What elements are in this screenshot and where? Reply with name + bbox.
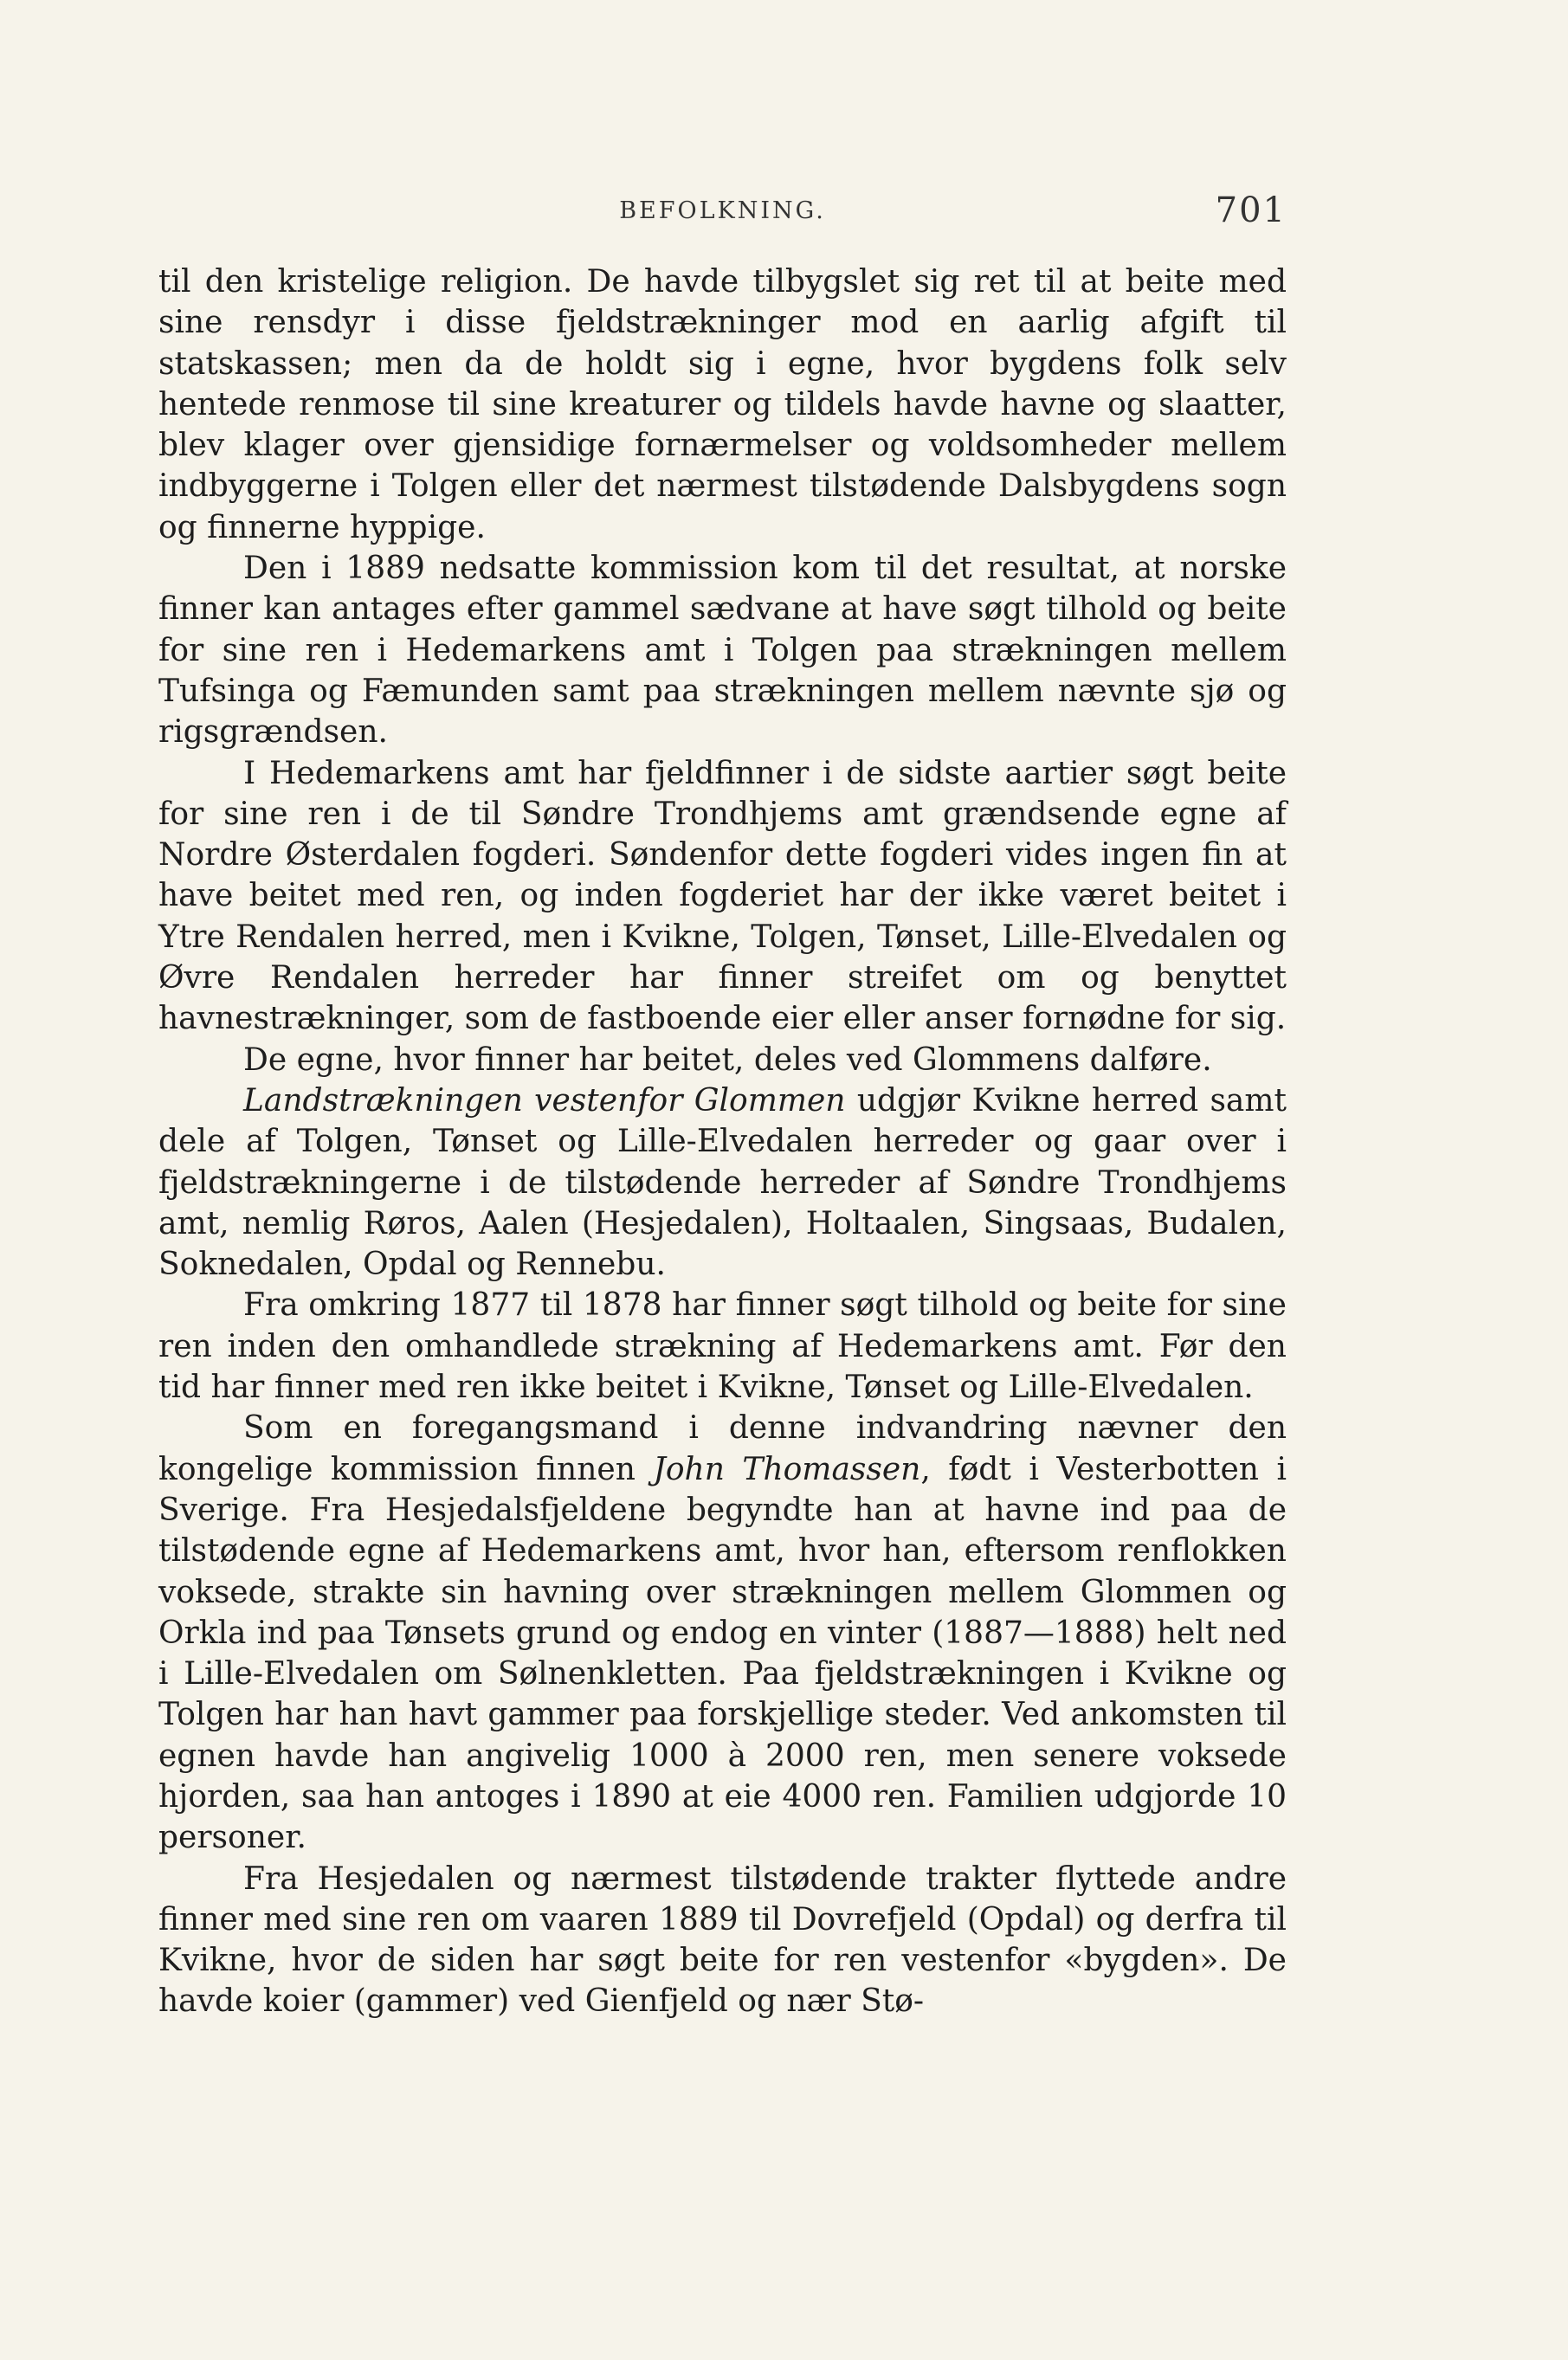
text-segment: Den i 1889 nedsatte kommission kom til det resultat, at norske finner kan antages efter gammel sædvane at have søgt tilhold og beite for sine ren i Hedemarkens amt i Tolgen paa strækningen mellem Tufsinga og Fæmunden samt paa strækningen mellem nævnte sjø og rigsgrændsen. bbox=[158, 551, 1287, 751]
paragraph bbox=[158, 548, 1287, 752]
text-segment: I Hedemarkens amt har fjeldfinner i de sidste aartier søgt beite for sine ren i de til Søndre Trondhjems amt grændsende egne af Nordre Østerdalen fogderi. Søndenfor dette fogderi vides ingen fin at have beitet med ren, og inden fogderiet har der ikke været beitet i Ytre Rendalen herred, men i Kvikne, Tolgen, Tønset, Lille-Elvedalen og Øvre Rendalen herreder har finner streifet om og benyttet havnestrækninger, som de fastboende eier eller anser fornødne for sig. bbox=[158, 755, 1287, 1037]
text-segment: Som en foregangsmand i denne indvandring nævner den kongelige kommission finnen bbox=[158, 1410, 1287, 1487]
text-segment: , født i Vesterbotten i Sverige. Fra Hesjedalsfjeldene begyndte han at havne ind paa de tilstødende egne af Hedemarkens amt, hvor han, eftersom renflokken voksede, strakte sin havning over strækningen mellem Glommen og Orkla ind paa Tønsets grund og endog en vinter (1887—1888) helt ned i Lille-Elvedalen om Sølnenkletten. Paa fjeldstrækningen i Kvikne og Tolgen har han havt gammer paa forskjellige steder. Ved ankomsten til egnen havde han angivelig 1000 à 2000 ren, men senere voksede hjorden, saa han antoges i 1890 at eie 4000 ren. Familien udgjorde 10 personer. bbox=[158, 1451, 1287, 1856]
page-number: 701 bbox=[1215, 190, 1287, 230]
paragraph bbox=[158, 1080, 1287, 1285]
paragraph bbox=[158, 753, 1287, 1040]
text-segment: Fra omkring 1877 til 1878 har finner søgt tilhold og beite for sine ren inden den omhandlede strækning af Hedemarkens amt. Før den tid har finner med ren ikke beitet i Kvikne, Tønset og Lille-Elvedalen. bbox=[158, 1287, 1287, 1406]
paragraph bbox=[158, 261, 1287, 548]
body-text bbox=[158, 261, 1287, 2022]
text-segment: De egne, hvor finner har beitet, deles ved Glommens dalføre. bbox=[243, 1041, 1212, 1078]
text-segment: udgjør Kvikne herred samt dele af Tolgen, Tønset og Lille-Elvedalen herreder og gaar over i fjeldstrækningerne i de tilstødende herreder af Søndre Trondhjems amt, nemlig Røros, Aalen (Hesjedalen), Holtaalen, Singsaas, Budalen, Soknedalen, Opdal og Rennebu. bbox=[158, 1082, 1287, 1283]
paragraph bbox=[158, 1285, 1287, 1408]
italic-text-segment: Landstrækningen vestenfor Glommen bbox=[243, 1082, 846, 1119]
italic-text-segment: John Thomassen bbox=[653, 1451, 921, 1487]
paragraph bbox=[158, 1408, 1287, 1858]
paragraph bbox=[158, 1040, 1287, 1080]
text-segment: til den kristelige religion. De havde tilbygslet sig ret til at beite med sine rensdyr i disse fjeldstrækninger mod en aarlig afgift til statskassen; men da de holdt sig i egne, hvor bygdens folk selv hentede renmose til sine kreaturer og tildels havde havne og slaatter, blev klager over gjensidige fornærmelser og voldsomheder mellem indbyggerne i Tolgen eller det nærmest tilstødende Dalsbygdens sogn og finnerne hyppige. bbox=[158, 264, 1287, 545]
text-segment: Fra Hesjedalen og nærmest tilstødende trakter flyttede andre finner med sine ren om vaaren 1889 til Dovrefjeld (Opdal) og derfra til Kvikne, hvor de siden har søgt beite for ren vestenfor «bygden». De havde koier (gammer) ved Gienfjeld og nær Stø- bbox=[158, 1860, 1287, 2020]
paragraph bbox=[158, 1859, 1287, 2022]
running-head: BEFOLKNING. bbox=[619, 197, 826, 224]
page-header bbox=[158, 190, 1287, 242]
